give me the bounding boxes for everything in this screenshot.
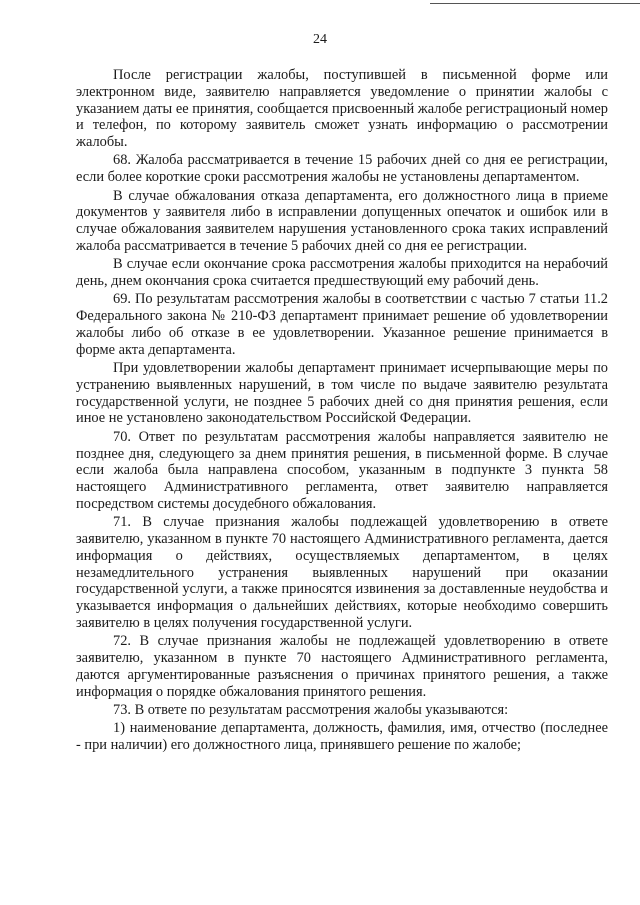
paragraph-nonworking-day: В случае если окончание срока рассмотрения жалобы приходится на нерабочий день, днем окончания срока считается предшествующий ему рабочий день. (76, 256, 608, 290)
paragraph-satisfaction-measures: При удовлетворении жалобы департамент принимает исчерпывающие меры по устранению выявленных нарушений, в том числе по выдаче заявителю результата государственной услуги, не позднее 5 рабочих дней со дня принятия решения, если иное не установлено законодательством Российской Федерации. (76, 360, 608, 427)
document-body (76, 67, 608, 755)
page-number: 24 (313, 32, 327, 47)
paragraph-68: 68. Жалоба рассматривается в течение 15 рабочих дней со дня ее регистрации, если более короткие сроки рассмотрения жалобы не установлены департаментом. (76, 152, 608, 186)
paragraph-70: 70. Ответ по результатам рассмотрения жалобы направляется заявителю не позднее дня, следующего за днем принятия решения, в письменной форме. В случае если жалоба была направлена способом, указанным в подпункте 3 пункта 58 настоящего Административного регламента, ответ заявителю направляется посредством системы досудебного обжалования. (76, 428, 608, 512)
paragraph-73: 73. В ответе по результатам рассмотрения жалобы указываются: (113, 701, 509, 718)
paragraph-72: 72. В случае признания жалобы не подлежащей удовлетворению в ответе заявителю, указанном в пункте 70 настоящего Административного регламента, даются аргументированные разъяснения о причинах принятого решения, а также информация о порядке обжалования принятого решения. (76, 633, 608, 700)
paragraph-73-item-1: 1) наименование департамента, должность, фамилия, имя, отчество (последнее - при наличии) его должностного лица, принявшего решение по жалобе; (76, 720, 608, 754)
paragraph-71: 71. В случае признания жалобы подлежащей удовлетворению в ответе заявителю, указанном в пункте 70 настоящего Административного регламента, дается информация о действиях, осуществляемых департаментом, в целях незамедлительного устранения выявленных нарушений при оказании государственной услуги, а также приносятся извинения за доставленные неудобства и указывается информация о дальнейших действиях, которые необходимо совершить заявителю в целях получения государственной услуги. (76, 514, 608, 631)
top-edge-line (430, 3, 640, 4)
paragraph-69: 69. По результатам рассмотрения жалобы в соответствии с частью 7 статьи 11.2 Федерального закона № 210-ФЗ департамент принимает решение об удовлетворении жалобы либо об отказе в ее удовлетворении. Указанное решение принимается в форме акта департамента. (76, 291, 608, 358)
paragraph-appeal-refusal: В случае обжалования отказа департамента, его должностного лица в приеме документов у заявителя либо в исправлении допущенных опечаток и ошибок или в случае обжалования заявителем нарушения установленного срока таких исправлений жалоба рассматривается в течение 5 рабочих дней со дня ее регистрации. (76, 187, 608, 254)
paragraph-registration-notice: После регистрации жалобы, поступившей в письменной форме или электронном виде, заявителю направляется уведомление о принятии жалобы с указанием даты ее принятия, сообщается присвоенный жалобе регистрационый номер и телефон, по которому заявитель сможет узнать информацию о рассмотрении жалобы. (76, 67, 608, 151)
